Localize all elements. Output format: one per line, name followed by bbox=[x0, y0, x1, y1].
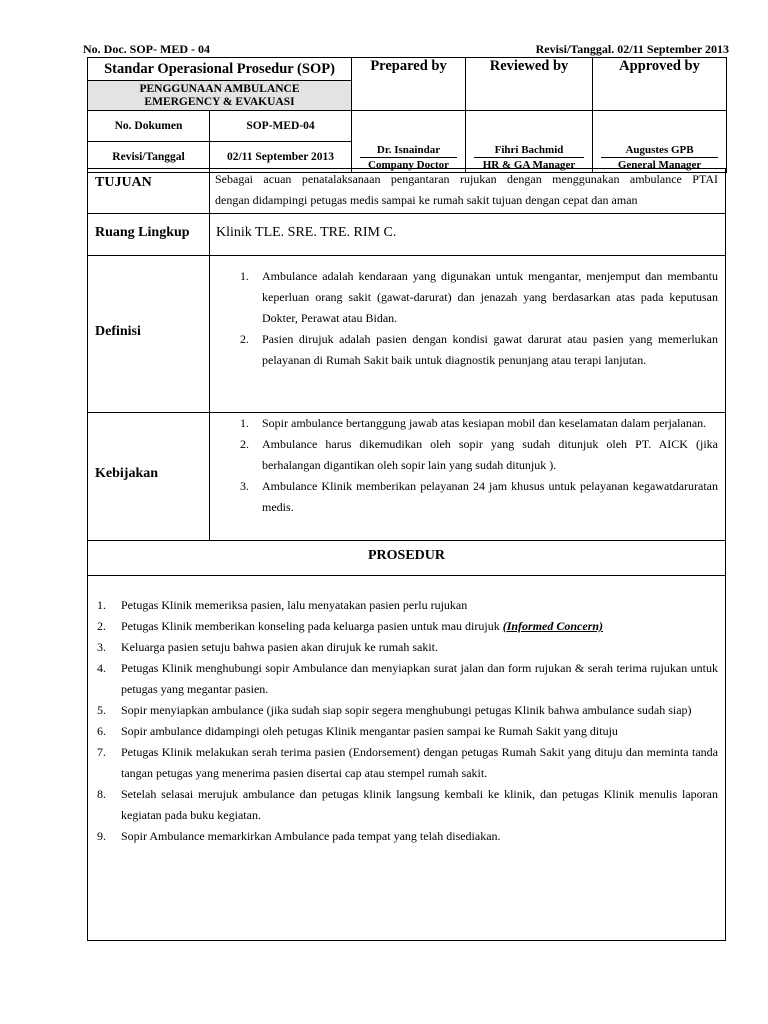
kebijakan-row bbox=[88, 413, 725, 541]
signer-name: Dr. Isnaindar bbox=[360, 143, 457, 158]
ruang-lingkup-text: Klinik TLE. SRE. TRE. RIM C. bbox=[216, 225, 397, 240]
kebijakan-list bbox=[210, 413, 725, 518]
revision-date: Revisi/Tanggal. 02/11 September 2013 bbox=[535, 42, 729, 56]
document-name bbox=[88, 81, 352, 111]
document-name-line2: EMERGENCY & EVAKUASI bbox=[144, 95, 295, 108]
definisi-content bbox=[210, 256, 725, 412]
list-item: 1. Ambulance adalah kendaraan yang digunakan untuk mengantar, menjemput dan membantu keperluan orang sakit (gawat-darurat) dan jenazah yang berdasarkan atas pada keputusan Dokter, Perawat atau Bidan. bbox=[240, 269, 718, 325]
list-item: 6. Sopir ambulance didampingi oleh petugas Klinik mengantar pasien sampai ke Rumah Sakit yang dituju bbox=[97, 724, 618, 738]
list-item: 3. Keluarga pasien setuju bahwa pasien akan dirujuk ke rumah sakit. bbox=[97, 640, 439, 654]
tujuan-row bbox=[88, 169, 725, 214]
list-item: 4. Petugas Klinik menghubungi sopir Ambulance dan menyiapkan surat jalan dan form rujukan & serah terima rujukan untuk petugas yang megantar pasien. bbox=[97, 661, 718, 696]
tujuan-text: Sebagai acuan penatalaksanaan pengantaran rujukan dengan menggunakan ambulance PTAI dengan didampingi petugas medis sampai ke rumah sakit tujuan dengan cepat dan aman bbox=[215, 172, 718, 207]
tujuan-label: TUJUAN bbox=[88, 169, 210, 213]
list-item: 2. Ambulance harus dikemudikan oleh sopir yang sudah ditunjuk oleh PT. AICK (jika berhalangan digantikan oleh sopir lain yang sudah ditunjuk ). bbox=[240, 437, 718, 472]
definisi-label: Definisi bbox=[88, 256, 210, 412]
list-item: 1. Sopir ambulance bertanggung jawab atas kesiapan mobil dan keselamatan dalam perjalanan. bbox=[240, 416, 707, 430]
list-item: 5. Sopir menyiapkan ambulance (jika sudah siap sopir segera menghubungi petugas Klinik bahwa ambulance sudah siap) bbox=[97, 703, 692, 717]
document-header bbox=[83, 42, 729, 58]
prosedur-list bbox=[88, 595, 725, 847]
signer-reviewed bbox=[466, 111, 593, 173]
ruang-lingkup-row bbox=[88, 214, 725, 256]
list-item: 7. Petugas Klinik melakukan serah terima pasien (Endorsement) dengan petugas Rumah Sakit yang dituju dan meminta tanda tangan petugas yang menerima pasien disertai cap atau stempel rumah sakit. bbox=[97, 745, 718, 780]
list-item: 1. Petugas Klinik memeriksa pasien, lalu menyatakan pasien perlu rujukan bbox=[97, 598, 468, 612]
ruang-lingkup-content bbox=[210, 214, 725, 255]
sop-header-table bbox=[87, 57, 727, 173]
list-item: 2. Petugas Klinik memberikan konseling pada keluarga pasien untuk mau dirujuk (Informed Concern) bbox=[97, 619, 604, 633]
kebijakan-label: Kebijakan bbox=[88, 413, 210, 540]
signer-name: Fihri Bachmid bbox=[474, 143, 584, 158]
signer-role: General Manager bbox=[617, 159, 702, 171]
reviewed-by-heading: Reviewed by bbox=[466, 58, 593, 111]
informed-concern-text: (Informed Concern) bbox=[502, 619, 604, 633]
list-item: 3. Ambulance Klinik memberikan pelayanan 24 jam khusus untuk pelayanan kegawatdaruratan medis. bbox=[240, 479, 718, 514]
signer-approved bbox=[593, 111, 727, 173]
doc-number: No. Doc. SOP- MED - 04 bbox=[83, 42, 210, 56]
definisi-list bbox=[210, 256, 725, 371]
list-item: 8. Setelah selasai merujuk ambulance dan petugas klinik langsung kembali ke klinik, dan petugas Klinik menulis laporan kegiatan pada buku kegiatan. bbox=[97, 787, 718, 822]
kebijakan-content bbox=[210, 413, 725, 540]
list-item: 2. Pasien dirujuk adalah pasien dengan kondisi gawat darurat atau pasien yang memerlukan pelayanan di Rumah Sakit baik untuk diagnostik penunjang atau terapi lanjutan. bbox=[240, 332, 718, 367]
no-dokumen-label: No. Dokumen bbox=[88, 111, 210, 142]
prosedur-title: PROSEDUR bbox=[88, 541, 725, 576]
approved-by-heading: Approved by bbox=[593, 58, 727, 111]
revisi-value: 02/11 September 2013 bbox=[210, 142, 352, 173]
definisi-row bbox=[88, 256, 725, 413]
signer-role: Company Doctor bbox=[368, 159, 449, 171]
list-item: 9. Sopir Ambulance memarkirkan Ambulance pada tempat yang telah disediakan. bbox=[97, 829, 501, 843]
sop-body bbox=[87, 168, 726, 941]
sop-title: Standar Operasional Prosedur (SOP) bbox=[88, 58, 352, 81]
document-name-line1: PENGGUNAAN AMBULANCE bbox=[139, 82, 300, 95]
no-dokumen-value: SOP-MED-04 bbox=[210, 111, 352, 142]
signer-role: HR & GA Manager bbox=[482, 159, 576, 171]
revisi-label: Revisi/Tanggal bbox=[88, 142, 210, 173]
ruang-lingkup-label: Ruang Lingkup bbox=[88, 214, 210, 255]
prepared-by-heading: Prepared by bbox=[352, 58, 466, 111]
tujuan-content bbox=[210, 169, 725, 213]
signer-name: Augustes GPB bbox=[601, 143, 718, 158]
signer-prepared bbox=[352, 111, 466, 173]
